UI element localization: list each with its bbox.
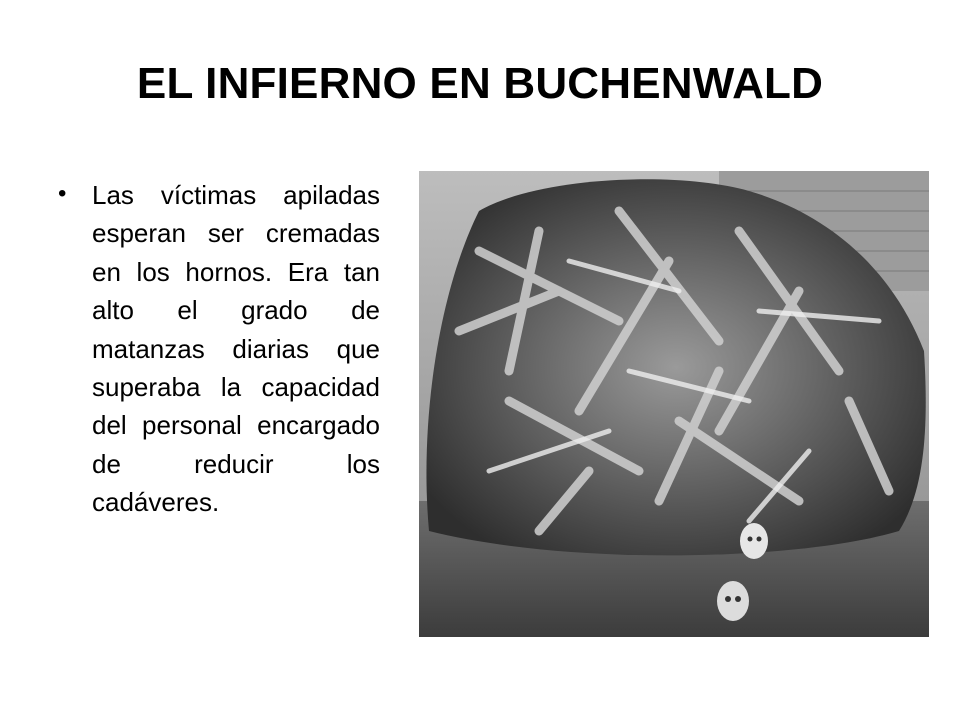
bullet-text: Las víctimas apiladas esperan ser cremadas en los hornos. Era tan alto el grado de matanzas diarias que superaba la capacidad del personal encargado de reducir los cadáveres.	[92, 180, 380, 518]
bullet-icon: •	[58, 180, 67, 207]
slide-title: EL INFIERNO EN BUCHENWALD	[136, 59, 824, 108]
photo-image	[419, 171, 929, 637]
slide-photo	[419, 171, 929, 637]
